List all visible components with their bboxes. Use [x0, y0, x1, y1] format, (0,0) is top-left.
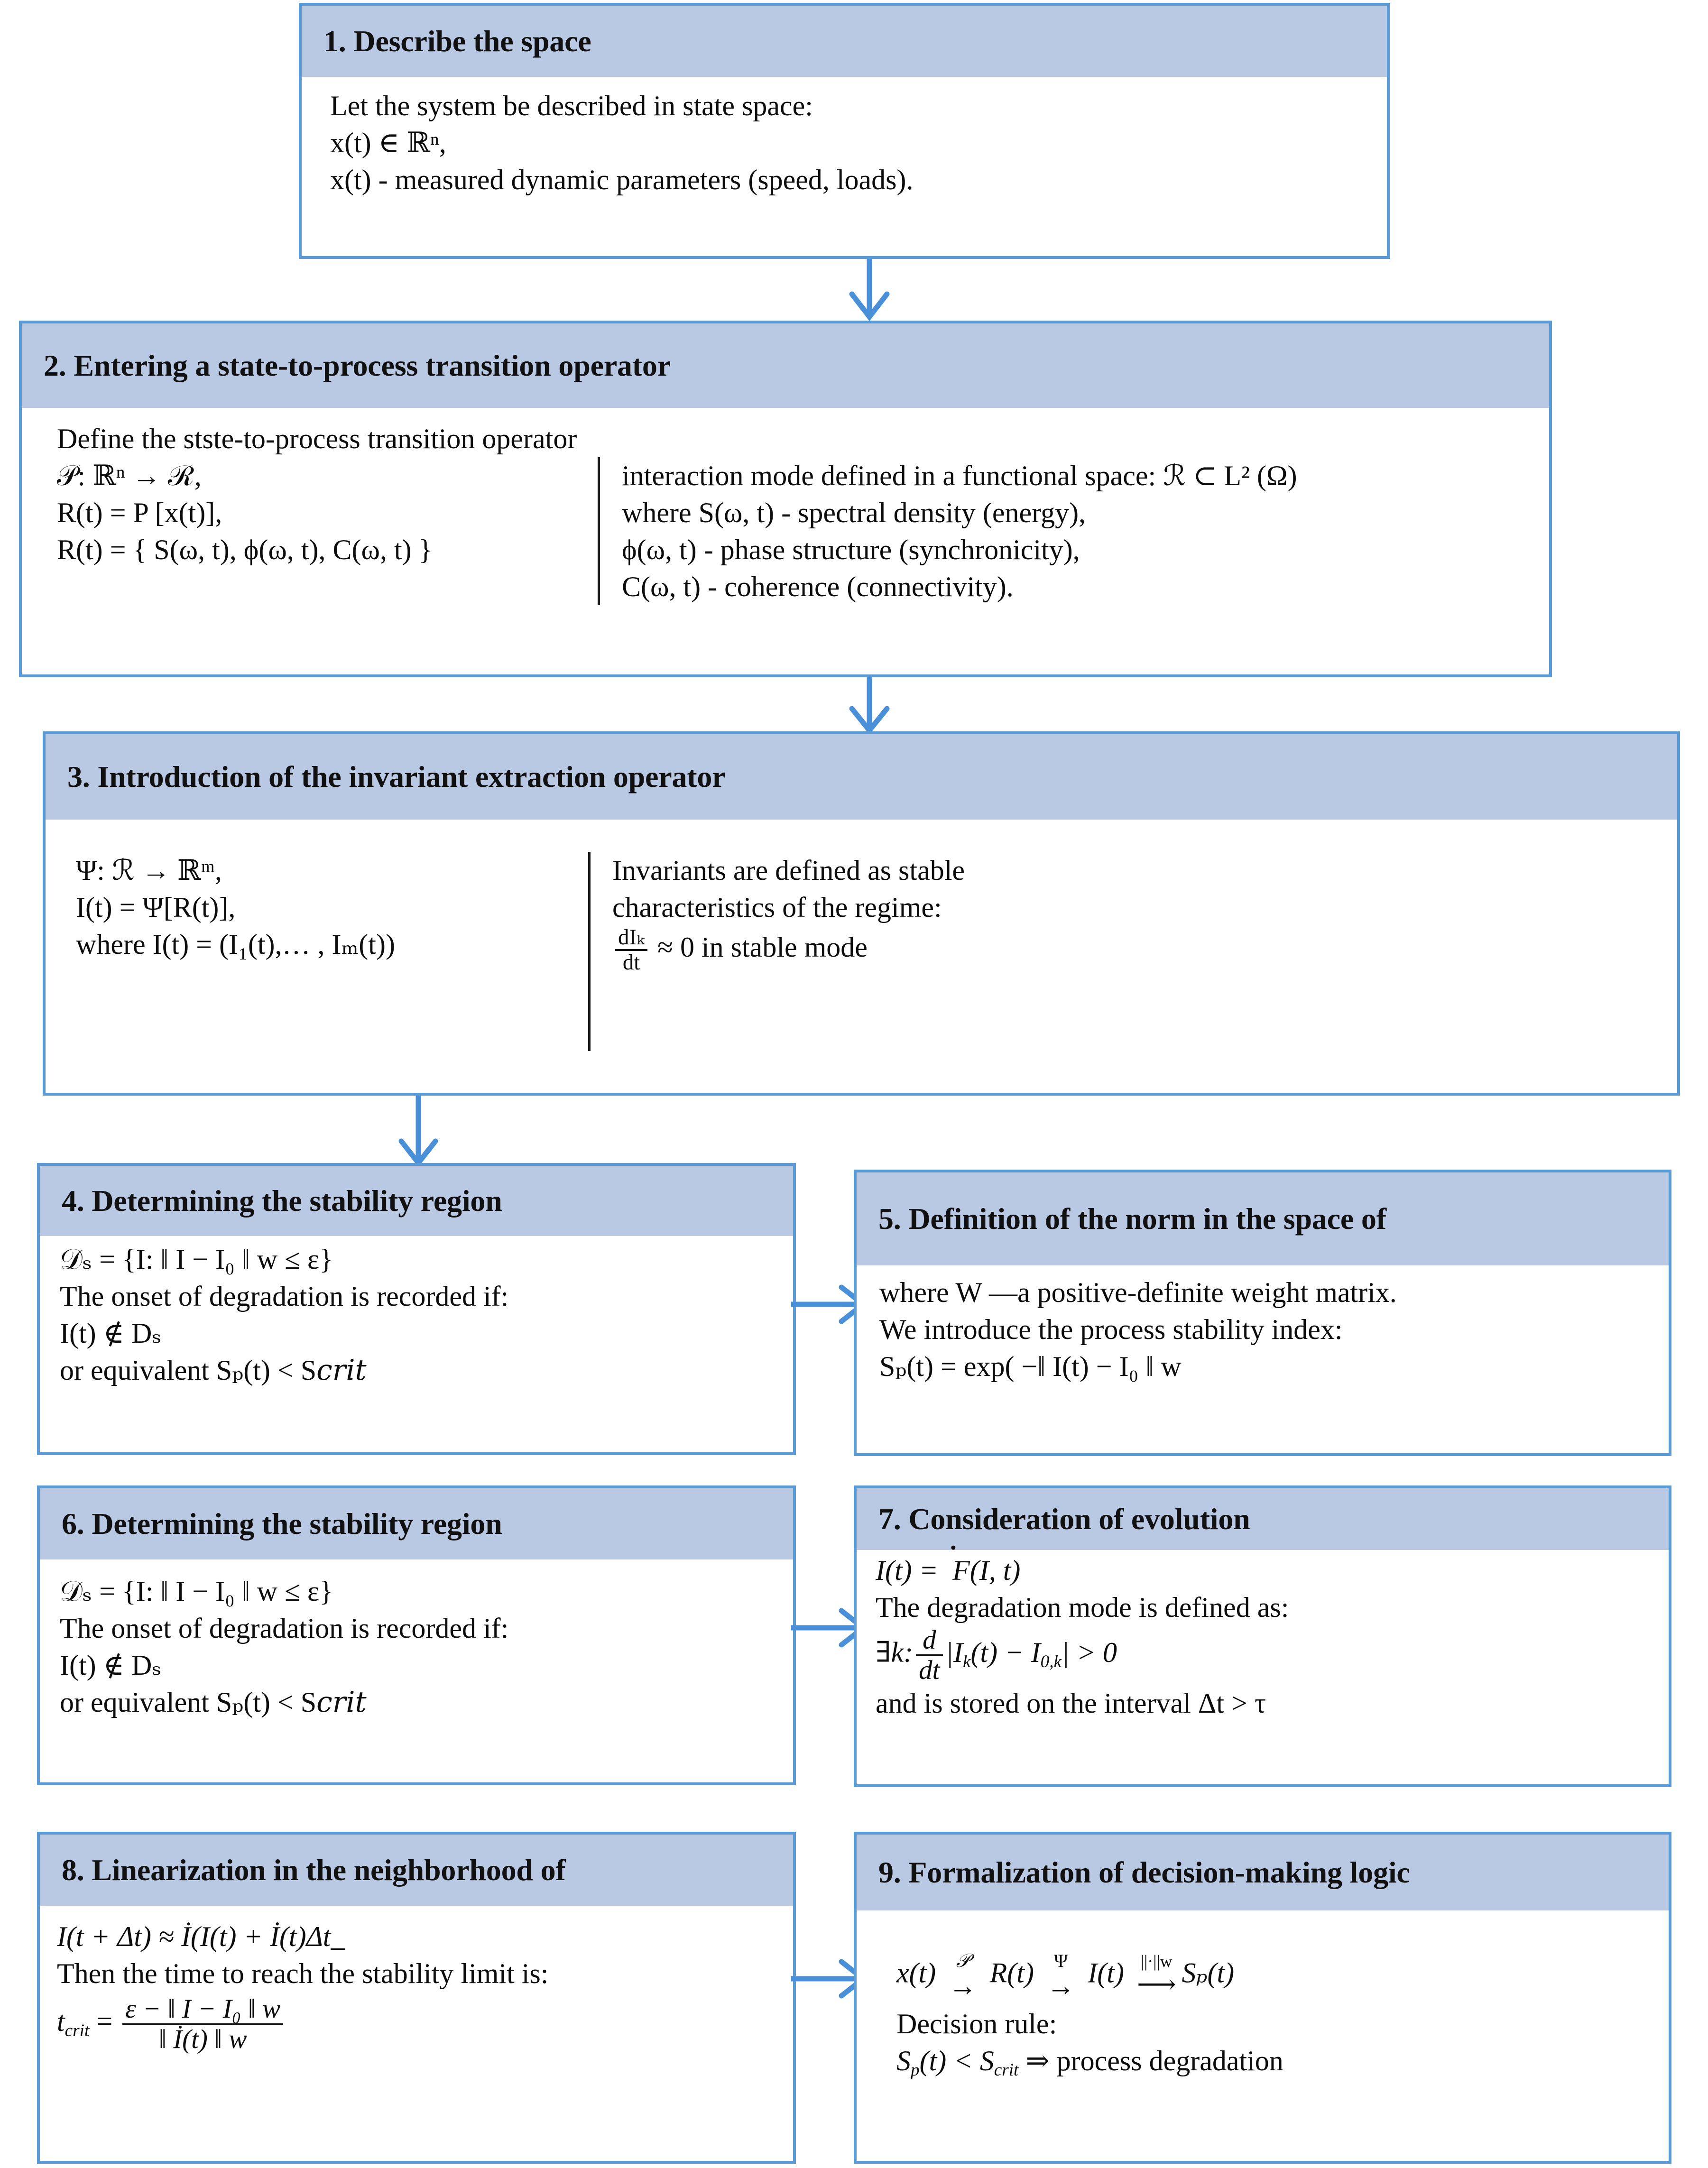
box-2-state-to-process-operator	[19, 321, 1552, 677]
box-4-line-1: 𝒟ₛ = {I: ‖ I − I₀ ‖ w ≤ ε}	[60, 1244, 333, 1275]
arrow-box1-to-box2	[839, 259, 900, 321]
box-7-fraction-numerator: d	[923, 1625, 936, 1655]
box-1-body	[302, 77, 1387, 203]
box-9-chain-arrow-2-glyph: →	[1046, 1970, 1075, 2002]
box-7-fraction-denominator: dt	[916, 1654, 942, 1685]
box-7-line-1	[876, 1552, 1653, 1589]
box-5-header	[857, 1172, 1669, 1265]
box-6-title: 6. Determining the stability region	[62, 1507, 502, 1541]
box-3-derivative-fraction	[615, 926, 647, 974]
box-5-title: 5. Definition of the norm in the space of	[878, 1202, 1386, 1236]
box-5-line-3: Sₚ(t) = exp( −‖ I(t) − I₀ ‖ w	[879, 1351, 1182, 1382]
box-9-header	[857, 1835, 1669, 1910]
box-9-implies-icon: ⇒	[1025, 2045, 1057, 2076]
box-1-line-1: Let the system be described in state space:	[330, 90, 813, 121]
box-8-fraction-numerator: ε − ‖ I − I₀ ‖ w	[125, 1994, 281, 2024]
box-7-line-2: The degradation mode is defined as:	[876, 1592, 1289, 1623]
box-1-header	[302, 6, 1387, 77]
box-6-line-4: or equivalent Sₚ(t) < S𝑐𝑟𝑖𝑡	[60, 1687, 367, 1718]
box-3-fraction-denominator: dt	[615, 949, 647, 974]
box-2-right-column	[600, 457, 1533, 605]
box-7-exists-k: ∃k:	[876, 1636, 914, 1668]
box-8-equals: =	[96, 2005, 120, 2037]
box-8-title: 8. Linearization in the neighborhood of	[62, 1853, 566, 1887]
arrow-box3-to-box4	[365, 1096, 460, 1167]
box-7-header	[857, 1488, 1669, 1550]
box-5-line-1: where W —a positive-definite weight matrix.	[879, 1277, 1397, 1308]
box-8-header	[40, 1835, 793, 1906]
box-8-fraction	[122, 1995, 283, 2054]
box-7-abs-expression: $|I_k(t) - I_{0,k}| > 0$	[945, 1636, 1117, 1671]
box-3-right-line-3	[612, 926, 1661, 974]
box-7-title: 7. Consideration of evolution	[878, 1502, 1250, 1536]
box-9-chain-arrow-3	[1134, 1953, 1179, 1999]
box-6-stability-region	[37, 1485, 796, 1785]
box-9-degradation-text: process degradation	[1056, 2045, 1283, 2076]
box-2-intro: Define the stste-to-process transition operator	[57, 423, 577, 454]
box-6-header	[40, 1488, 793, 1559]
box-9-title: 9. Formalization of decision-making logic	[878, 1855, 1410, 1889]
box-9-decision-logic	[854, 1832, 1671, 2164]
box-9-decision-rule	[896, 2042, 1653, 2082]
box-2-columns	[57, 457, 1533, 605]
box-4-header	[40, 1166, 793, 1236]
box-9-chain-arrow-3-glyph: ⟶	[1136, 1969, 1176, 2000]
box-4-line-2: The onset of degradation is recorded if:	[60, 1281, 509, 1312]
box-9-chain-arrow-1-glyph: →	[949, 1970, 977, 2002]
box-9-chain-arrow-2	[1044, 1951, 1078, 2001]
box-4-stability-region	[37, 1163, 796, 1455]
box-7-derivative-fraction	[916, 1626, 942, 1685]
box-7-body	[857, 1550, 1669, 1726]
box-3-fraction-tail: ≈ 0 in stable mode	[657, 931, 868, 963]
box-1-line-2: x(t) ∈ ℝⁿ,	[330, 127, 446, 158]
box-3-left-line-3: where I(t) = (I₁(t),… , Iₘ(t))	[76, 929, 395, 960]
box-8-line-1: I(t + Δt) ≈ İ(I(t) + İ(t)Δt_	[57, 1921, 345, 1952]
box-3-left-column	[76, 852, 588, 1051]
box-9-transform-chain	[896, 1951, 1653, 2001]
box-2-right-line-2: where S(ω, t) - spectral density (energy),	[622, 497, 1086, 528]
box-8-line-2: Then the time to reach the stability limit is:	[57, 1958, 549, 1989]
box-2-right-line-3: ϕ(ω, t) - phase structure (synchronicity),	[622, 534, 1080, 565]
box-2-body	[22, 408, 1549, 610]
box-9-chain-arrow-1	[946, 1951, 979, 2001]
box-2-left-line-2: R(t) = P [x(t)],	[57, 497, 222, 528]
box-5-body	[857, 1265, 1669, 1390]
box-9-body	[857, 1910, 1669, 2086]
box-1-describe-the-space	[299, 3, 1390, 259]
box-8-linearization	[37, 1832, 796, 2164]
box-3-fraction-numerator: dIₖ	[618, 925, 645, 950]
box-6-body	[40, 1559, 793, 1725]
box-9-chain-op2: Ψ	[1054, 1950, 1068, 1971]
box-7-line-3	[876, 1626, 1653, 1685]
arrow-box2-to-box3	[839, 677, 900, 734]
box-2-left-line-3: R(t) = { S(ω, t), ϕ(ω, t), C(ω, t) }	[57, 534, 433, 565]
box-2-header	[22, 323, 1549, 408]
box-3-body	[46, 820, 1677, 1056]
box-9-chain-x: x(t)	[896, 1957, 936, 1989]
box-9-chain-op1: 𝒫	[956, 1950, 970, 1971]
box-5-line-2: We introduce the process stability index:	[879, 1314, 1343, 1345]
box-5-norm-definition	[854, 1170, 1671, 1456]
box-9-chain-r: R(t)	[989, 1957, 1034, 1989]
box-4-body	[40, 1236, 793, 1393]
box-3-right-line-2: characteristics of the regime:	[612, 892, 942, 923]
box-9-decision-label: Decision rule:	[896, 2008, 1057, 2039]
box-4-line-4: or equivalent Sₚ(t) < S𝑐𝑟𝑖𝑡	[60, 1355, 367, 1386]
box-3-left-line-1: Ψ: ℛ → ℝᵐ,	[76, 855, 222, 886]
box-1-title: 1. Describe the space	[323, 24, 591, 58]
box-2-left-column	[57, 457, 598, 605]
box-8-fraction-denominator: ‖ İ(t) ‖ w	[122, 2023, 283, 2054]
box-3-header	[46, 734, 1677, 820]
box-2-right-line-4: C(ω, t) - coherence (connectivity).	[622, 571, 1014, 602]
box-8-tcrit-label: $t_{crit}$	[57, 2005, 90, 2040]
box-8-tcrit-equation	[57, 1995, 777, 2054]
box-3-columns	[76, 852, 1661, 1051]
box-7-consideration-of-evolution	[854, 1485, 1671, 1787]
box-6-line-3: I(t) ∉ Dₛ	[60, 1650, 162, 1681]
box-9-chain-op3: ||·||w	[1140, 1951, 1173, 1971]
box-8-body	[40, 1906, 793, 2058]
box-3-right-line-1: Invariants are defined as stable	[612, 855, 965, 886]
box-2-title: 2. Entering a state-to-process transition operator	[44, 349, 671, 382]
box-3-title: 3. Introduction of the invariant extraction operator	[67, 760, 726, 793]
box-6-line-1: 𝒟ₛ = {I: ‖ I − I₀ ‖ w ≤ ε}	[60, 1576, 333, 1607]
box-2-left-line-1: 𝒫: ℝⁿ → ℛ,	[57, 460, 202, 491]
box-9-chain-i: I(t)	[1088, 1957, 1124, 1989]
box-9-sp-lt-scrit: $S_p(t) < S_{crit}$	[896, 2045, 1019, 2080]
box-3-left-line-2: I(t) = Ψ[R(t)],	[76, 892, 236, 923]
box-7-line-4: and is stored on the interval Δt > τ	[876, 1687, 1266, 1719]
box-7-evolution-equation: I(t) = ·F(I, t)	[876, 1555, 1020, 1586]
box-4-line-3: I(t) ∉ Dₛ	[60, 1318, 162, 1349]
box-3-invariant-extraction-operator	[43, 731, 1680, 1096]
box-1-line-3: x(t) - measured dynamic parameters (speed, loads).	[330, 164, 914, 195]
box-4-title: 4. Determining the stability region	[62, 1184, 502, 1218]
box-3-right-column	[591, 852, 1661, 1051]
box-6-line-2: The onset of degradation is recorded if:	[60, 1613, 509, 1644]
box-9-chain-s: Sₚ(t)	[1182, 1957, 1235, 1989]
box-2-right-line-1: interaction mode defined in a functional space: ℛ ⊂ L² (Ω)	[622, 460, 1297, 491]
